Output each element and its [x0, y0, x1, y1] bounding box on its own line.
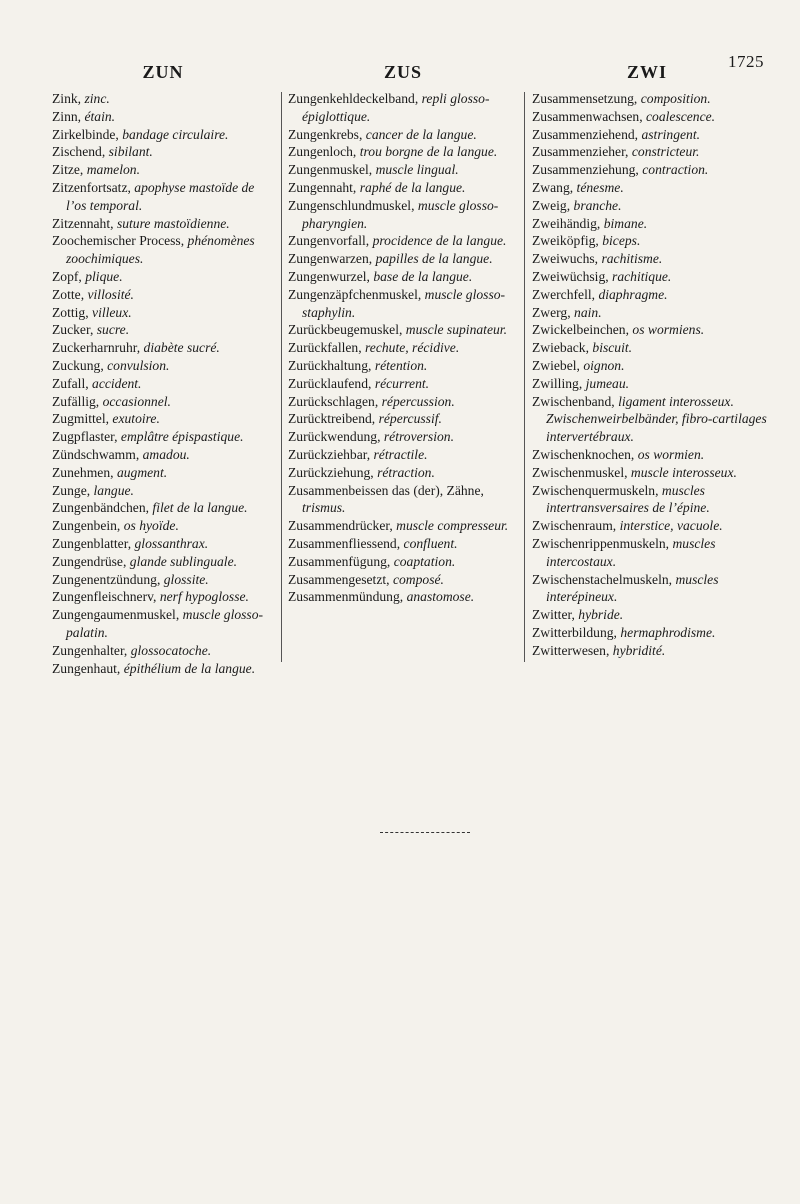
- entry-german-term: Zungenwarzen,: [288, 251, 376, 267]
- dictionary-entry: [288, 446, 520, 464]
- entry-german-term: Zucker,: [52, 322, 97, 338]
- entry-french-translation: muscle supinateur.: [405, 322, 507, 338]
- dictionary-entry: [52, 606, 278, 642]
- entry-french-translation: branche.: [573, 197, 622, 213]
- entry-french-translation: muscle glosso-pharyngien.: [302, 197, 499, 231]
- dictionary-entry: [52, 357, 278, 375]
- entry-french-translation: rétroversion.: [383, 429, 454, 445]
- entry-french-translation: filet de la langue.: [152, 500, 248, 516]
- entry-german-term: Zurückwendung,: [288, 429, 384, 445]
- entry-french-translation: glossanthrax.: [134, 535, 209, 551]
- entry-german-term: Zungenwurzel,: [288, 268, 374, 284]
- entry-french-translation: zinc.: [84, 91, 110, 106]
- entry-german-term: Zusammendrücker,: [288, 518, 397, 534]
- dictionary-entry: [52, 90, 278, 108]
- entry-french-translation: augment.: [116, 464, 168, 480]
- entry-german-term: Zweiköpfig,: [532, 233, 603, 249]
- dictionary-entry: [288, 553, 520, 571]
- entry-french-translation: mamelon.: [86, 162, 140, 178]
- entry-german-term: Zwischenband,: [532, 393, 619, 409]
- entry-french-translation: glossite.: [163, 571, 209, 587]
- entry-german-term: Zündschwamm,: [52, 446, 143, 462]
- dictionary-entry: [52, 642, 278, 660]
- entry-german-term: Zweiwuchs,: [532, 251, 602, 267]
- entry-german-term: Zwerchfell,: [532, 286, 599, 302]
- entry-german-term: Zungenblatter,: [52, 535, 135, 551]
- dictionary-entry: [532, 90, 768, 108]
- entry-german-term: Zusammenbeissen das (der), Zähne,: [288, 482, 484, 498]
- entry-french-translation: nerf hypoglosse.: [159, 589, 249, 605]
- entry-german-term: Zugpflaster,: [52, 429, 121, 445]
- entry-french-translation: coaptation.: [393, 553, 456, 569]
- entry-french-translation: villeux.: [92, 304, 132, 320]
- entry-french-translation: oignon.: [583, 357, 625, 373]
- entry-german-term: Zungenbändchen,: [52, 500, 153, 516]
- dictionary-entry: [532, 250, 768, 268]
- entry-german-term: Zusammenfliessend,: [288, 535, 404, 551]
- entry-german-term: Zusammenwachsen,: [532, 108, 647, 124]
- dictionary-entry: [288, 535, 520, 553]
- dictionary-entry: [52, 215, 278, 233]
- dictionary-entry: [52, 375, 278, 393]
- entry-french-translation: composé.: [392, 571, 444, 587]
- entry-german-term: Zwischenquermuskeln,: [532, 482, 662, 498]
- entry-french-translation: hermaphrodisme.: [620, 624, 716, 640]
- dictionary-entry: [288, 410, 520, 428]
- dictionary-entry: [52, 499, 278, 517]
- dictionary-entry: [288, 482, 520, 518]
- entry-french-translation: trou borgne de la langue.: [359, 144, 498, 160]
- dictionary-entry: [532, 339, 768, 357]
- dictionary-entry: [52, 393, 278, 411]
- entry-german-term: Zusammenmündung,: [288, 589, 407, 605]
- entry-french-translation: interstice, vacuole.: [619, 518, 723, 534]
- dictionary-entry: [532, 304, 768, 322]
- dictionary-entry: [52, 553, 278, 571]
- dictionary-entry: [52, 482, 278, 500]
- entry-german-term: Zurücktreibend,: [288, 411, 379, 427]
- dictionary-entry: [288, 161, 520, 179]
- dictionary-entry: [288, 286, 520, 322]
- dictionary-entry: [288, 464, 520, 482]
- entry-french-translation: muscle compresseur.: [396, 518, 509, 534]
- page-number: 1725: [728, 52, 764, 71]
- dictionary-entry: [288, 179, 520, 197]
- entry-french-translation: astringent.: [641, 126, 700, 142]
- dictionary-entry: [52, 179, 278, 215]
- entry-german-term: Zinn,: [52, 108, 85, 124]
- entry-french-translation: glande sublinguale.: [129, 553, 238, 569]
- entry-french-translation: muscle glosso-staphylin.: [302, 286, 506, 320]
- dictionary-entry: [288, 90, 520, 126]
- dictionary-entry: [532, 535, 768, 571]
- entry-german-term: Zwitter,: [532, 607, 579, 623]
- dictionary-entry: [288, 126, 520, 144]
- dictionary-entry: [532, 464, 768, 482]
- entry-german-term: Zwerg,: [532, 304, 575, 320]
- dictionary-entry: [532, 232, 768, 250]
- dictionary-entry: [532, 357, 768, 375]
- entry-french-translation: diabète sucré.: [143, 340, 220, 356]
- entry-french-translation: convulsion.: [107, 357, 170, 373]
- dictionary-entry: [532, 393, 768, 446]
- entry-german-term: Zungenfleischnerv,: [52, 589, 160, 605]
- dictionary-entry: [52, 339, 278, 357]
- entry-german-term: Zwischenrippenmuskeln,: [532, 535, 673, 551]
- entry-french-translation: amadou.: [142, 446, 190, 462]
- dictionary-entry: [52, 660, 278, 678]
- entry-french-translation: rétraction.: [377, 464, 435, 480]
- entry-french-translation: villosité.: [87, 286, 134, 302]
- dictionary-entry: [288, 428, 520, 446]
- entry-french-translation: répercussion.: [381, 393, 455, 409]
- dictionary-entry: [532, 482, 768, 518]
- entry-french-translation: rachitisme.: [601, 251, 663, 267]
- entry-french-translation: bimane.: [603, 215, 648, 231]
- dictionary-entry: [532, 268, 768, 286]
- entry-french-translation: confluent.: [403, 535, 458, 551]
- entry-german-term: Zungenbein,: [52, 518, 124, 534]
- entry-german-term: Zitze,: [52, 162, 87, 178]
- entry-german-term: Zurückbeugemuskel,: [288, 322, 406, 338]
- entry-french-translation: repli glosso-épiglottique.: [302, 91, 490, 124]
- entry-german-term: Zurückhaltung,: [288, 357, 375, 373]
- dictionary-entry: [288, 197, 520, 233]
- entry-german-term: Zweiwüchsig,: [532, 268, 613, 284]
- dictionary-entry: [52, 161, 278, 179]
- entry-german-term: Zungenvorfall,: [288, 233, 373, 249]
- dictionary-entry: [288, 250, 520, 268]
- entry-german-term: Zweihändig,: [532, 215, 604, 231]
- entry-french-translation: rétractile.: [373, 446, 428, 462]
- entry-german-term: Zungenschlundmuskel,: [288, 197, 418, 213]
- entry-french-translation: accident.: [92, 375, 142, 391]
- entry-french-translation: biscuit.: [592, 340, 633, 356]
- dictionary-entry: [52, 321, 278, 339]
- entry-french-translation: papilles de la langue.: [375, 251, 493, 267]
- entry-french-translation: exutoire.: [112, 411, 160, 427]
- entry-french-translation: sibilant.: [108, 144, 153, 160]
- entry-french-translation: épithélium de la langue.: [123, 660, 256, 676]
- entry-french-translation: os hyoïde.: [123, 518, 179, 534]
- dictionary-entry: [52, 108, 278, 126]
- column-header-3: ZWI: [626, 62, 667, 82]
- entry-german-term: Zusammenziehung,: [532, 162, 643, 178]
- end-rule: [380, 832, 470, 835]
- entry-german-term: Zwitterbildung,: [532, 624, 621, 640]
- entry-french-translation: coalescence.: [646, 108, 716, 124]
- entry-german-term: Zugmittel,: [52, 411, 113, 427]
- entry-french-translation: jumeau.: [585, 375, 630, 391]
- entry-german-term: Zitzennaht,: [52, 215, 117, 231]
- entry-german-term: Zungenhaut,: [52, 660, 124, 676]
- entry-french-translation: base de la langue.: [373, 268, 473, 284]
- entry-french-translation: sucre.: [96, 322, 130, 338]
- dictionary-entry: [52, 446, 278, 464]
- entry-french-translation: os wormien.: [637, 446, 705, 462]
- entry-german-term: Zopf,: [52, 268, 86, 284]
- entry-german-term: Zitzenfortsatz,: [52, 179, 135, 195]
- entry-french-translation: diaphragme.: [598, 286, 668, 302]
- entry-french-translation: nain.: [574, 304, 602, 320]
- entry-french-translation: muscle lingual.: [375, 162, 459, 178]
- entry-german-term: Zwischenknochen,: [532, 446, 638, 462]
- entry-german-term: Zwickelbeinchen,: [532, 322, 633, 338]
- dictionary-entry: [532, 108, 768, 126]
- dictionary-entry: [52, 428, 278, 446]
- dictionary-entry: [288, 321, 520, 339]
- dictionary-entry: [532, 286, 768, 304]
- column-headers: [0, 62, 800, 92]
- dictionary-entry: [52, 535, 278, 553]
- entry-french-translation: glossocatoche.: [130, 642, 212, 658]
- dictionary-entry: [288, 232, 520, 250]
- entry-german-term: Zungenkrebs,: [288, 126, 366, 142]
- entry-french-translation: phénomènes zoochimiques.: [66, 233, 255, 267]
- entry-german-term: Zungenkehldeckelband,: [288, 91, 422, 106]
- dictionary-entry: [52, 588, 278, 606]
- column-divider-1: [281, 92, 282, 662]
- dictionary-entry: [288, 393, 520, 411]
- entry-german-term: Zurücklaufend,: [288, 375, 375, 391]
- dictionary-entry: [288, 268, 520, 286]
- entry-german-term: Zwiebel,: [532, 357, 584, 373]
- entry-german-term: Zweig,: [532, 197, 574, 213]
- dictionary-entry: [288, 517, 520, 535]
- entry-german-term: Zotte,: [52, 286, 88, 302]
- entry-german-term: Zwilling,: [532, 375, 586, 391]
- dictionary-entry: [532, 179, 768, 197]
- entry-french-translation: biceps.: [602, 233, 641, 249]
- entry-german-term: Zungenhalter,: [52, 642, 131, 658]
- dictionary-entry: [52, 517, 278, 535]
- dictionary-entry: [52, 232, 278, 268]
- dictionary-entry: [532, 446, 768, 464]
- entry-german-term: Zottig,: [52, 304, 93, 320]
- entry-french-translation: muscles intercostaux.: [546, 535, 716, 569]
- column-divider-2: [524, 92, 525, 662]
- entry-french-translation: ligament interosseux. Zwischenweirbelbänder, fibro-cartilages intervertébraux.: [546, 393, 767, 445]
- dictionary-entry: [52, 571, 278, 589]
- entry-french-translation: os wormiens.: [632, 322, 705, 338]
- entry-german-term: Zungendrüse,: [52, 553, 130, 569]
- entry-german-term: Zusammenzieher,: [532, 144, 632, 160]
- entry-french-translation: anastomose.: [406, 589, 475, 605]
- dictionary-entry: [52, 286, 278, 304]
- dictionary-entry: [52, 304, 278, 322]
- column-1: [52, 90, 278, 677]
- dictionary-entry: [288, 339, 520, 357]
- dictionary-entry: [532, 624, 768, 642]
- entry-german-term: Zwang,: [532, 179, 577, 195]
- entry-french-translation: hybride.: [578, 607, 624, 623]
- entry-french-translation: suture mastoïdienne.: [116, 215, 230, 231]
- entry-french-translation: constricteur.: [631, 144, 700, 160]
- entry-french-translation: muscles interépineux.: [546, 571, 719, 605]
- entry-german-term: Zungengaumenmuskel,: [52, 607, 183, 623]
- dictionary-entry: [532, 321, 768, 339]
- entry-german-term: Zischend,: [52, 144, 109, 160]
- entry-german-term: Zungenmuskel,: [288, 162, 376, 178]
- dictionary-entry: [532, 161, 768, 179]
- entry-french-translation: rachitique.: [612, 268, 672, 284]
- entry-french-translation: ténesme.: [576, 179, 624, 195]
- dictionary-entry: [52, 464, 278, 482]
- entry-german-term: Zwitterwesen,: [532, 642, 613, 658]
- entry-french-translation: plique.: [85, 268, 123, 284]
- entry-french-translation: étain.: [84, 108, 116, 124]
- entry-german-term: Zwieback,: [532, 340, 593, 356]
- entry-french-translation: occasionnel.: [102, 393, 171, 409]
- dictionary-entry: [532, 215, 768, 233]
- entry-french-translation: récurrent.: [374, 375, 430, 391]
- dictionary-entry: [288, 143, 520, 161]
- entry-german-term: Zufällig,: [52, 393, 103, 409]
- entry-german-term: Zunehmen,: [52, 464, 117, 480]
- entry-french-translation: trismus.: [302, 500, 346, 516]
- entry-german-term: Zink,: [52, 91, 85, 106]
- entry-french-translation: rétention.: [374, 357, 428, 373]
- dictionary-entry: [288, 357, 520, 375]
- entry-french-translation: contraction.: [642, 162, 709, 178]
- dictionary-entry: [532, 606, 768, 624]
- entry-french-translation: bandage circulaire.: [122, 126, 229, 142]
- entry-french-translation: raphé de la langue.: [359, 179, 466, 195]
- entry-german-term: Zusammengesetzt,: [288, 571, 393, 587]
- entry-german-term: Zurückfallen,: [288, 340, 365, 356]
- entry-german-term: Zwischenstachelmuskeln,: [532, 571, 676, 587]
- entry-german-term: Zurückschlagen,: [288, 393, 382, 409]
- column-3: [532, 90, 768, 660]
- entry-german-term: Zuckerharnruhr,: [52, 340, 144, 356]
- dictionary-entry: [532, 642, 768, 660]
- dictionary-entry: [52, 126, 278, 144]
- entry-french-translation: hybridité.: [612, 642, 666, 658]
- entry-french-translation: muscle interosseux.: [630, 464, 737, 480]
- entry-german-term: Zungenentzündung,: [52, 571, 164, 587]
- dictionary-entry: [288, 588, 520, 606]
- entry-german-term: Zusammensetzung,: [532, 91, 641, 106]
- entry-french-translation: cancer de la langue.: [365, 126, 477, 142]
- column-header-2: ZUS: [383, 62, 422, 82]
- dictionary-entry: [532, 375, 768, 393]
- entry-german-term: Zufall,: [52, 375, 93, 391]
- entry-german-term: Zungenzäpfchenmuskel,: [288, 286, 425, 302]
- dictionary-entry: [532, 517, 768, 535]
- dictionary-entry: [532, 197, 768, 215]
- entry-german-term: Zwischenraum,: [532, 518, 620, 534]
- entry-german-term: Zirkelbinde,: [52, 126, 123, 142]
- entry-french-translation: répercussif.: [378, 411, 442, 427]
- dictionary-entry: [52, 143, 278, 161]
- column-2: [288, 90, 520, 606]
- entry-french-translation: langue.: [93, 482, 134, 498]
- entry-german-term: Zurückziehbar,: [288, 446, 374, 462]
- dictionary-entry: [532, 126, 768, 144]
- entry-german-term: Zuckung,: [52, 357, 108, 373]
- entry-french-translation: apophyse mastoïde de l’os temporal.: [66, 179, 255, 213]
- entry-german-term: Zoochemischer Process,: [52, 233, 188, 249]
- column-header-1: ZUN: [142, 62, 184, 82]
- entry-french-translation: muscle glosso-palatin.: [66, 607, 264, 640]
- entry-german-term: Zusammenziehend,: [532, 126, 642, 142]
- entry-german-term: Zungenloch,: [288, 144, 360, 160]
- dictionary-entry: [532, 571, 768, 607]
- entry-french-translation: rechute, récidive.: [365, 340, 460, 356]
- entry-french-translation: emplâtre épispastique.: [120, 429, 244, 445]
- dictionary-entry: [52, 410, 278, 428]
- entry-german-term: Zurückziehung,: [288, 464, 378, 480]
- dictionary-entry: [288, 375, 520, 393]
- entry-german-term: Zunge,: [52, 482, 94, 498]
- entry-german-term: Zusammenfügung,: [288, 553, 394, 569]
- dictionary-entry: [52, 268, 278, 286]
- dictionary-entry: [532, 143, 768, 161]
- dictionary-entry: [288, 571, 520, 589]
- entry-german-term: Zwischenmuskel,: [532, 464, 631, 480]
- entry-french-translation: muscles intertransversaires de l’épine.: [546, 482, 710, 516]
- entry-german-term: Zungennaht,: [288, 179, 360, 195]
- entry-french-translation: composition.: [640, 91, 711, 106]
- entry-french-translation: procidence de la langue.: [372, 233, 507, 249]
